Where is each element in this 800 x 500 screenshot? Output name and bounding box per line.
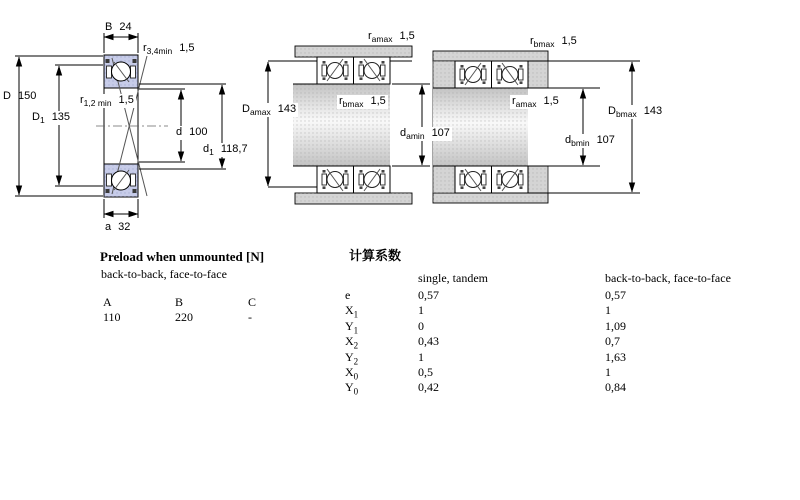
preload-value-B: 220 [175,310,193,324]
dim-label-d-amin: $d_{amin}$ 107 [400,127,450,142]
preload-table-subtitle: back-to-back, face-to-face [101,267,227,281]
dim-label-d1: $d_1$ 118,7 [203,143,248,158]
factor-single-value: 0,57 [418,288,439,302]
factor-btb-value: 1,63 [605,349,626,364]
dim-label-r-amax-right: $r_{amax}$ 1,5 [512,95,559,110]
dim-label-r34: $r_{3,4min}$ 1,5 [143,42,195,57]
preload-value-C: - [248,310,252,324]
dim-label-D1: $D_1$ 135 [32,111,71,126]
preload-table-header-row [103,295,328,310]
factors-table-rows [345,288,765,396]
factor-btb-value: 1 [605,364,611,379]
factor-row-label: $X_1$ [345,303,359,320]
preload-table-title: Preload when unmounted [N] [100,249,265,264]
dim-label-B: B 24 [105,21,132,33]
dim-label-D-amax: $D_{amax}$ 143 [242,103,297,118]
preload-col-B: B [175,295,184,309]
factor-btb-value: 1 [605,303,611,318]
factors-table-title: 计算系数 [349,248,402,263]
dim-label-d: d 100 [176,126,208,138]
preload-col-C: C [248,295,257,309]
factor-btb-value: 0,84 [605,380,626,395]
factor-row-label: $Y_0$ [345,380,359,397]
preload-table-value-row [103,310,328,325]
preload-col-A: A [103,295,112,309]
factor-row-label: $X_2$ [345,334,359,351]
factor-btb-value: 0,7 [605,334,620,349]
factor-btb-value: 1,09 [605,318,626,333]
factor-single-value: 0,5 [418,364,433,379]
factor-single-value: 0,42 [418,380,439,395]
factor-row-label: $X_0$ [345,364,359,382]
factors-col2-header: back-to-back, face-to-face [605,271,731,285]
drawing-mounted-pair-b [433,51,640,203]
factor-single-value: 0,43 [418,334,439,349]
factor-row-label: e [345,288,351,302]
factor-single-value: 0 [418,318,424,333]
dim-label-D-bmax: $D_{bmax}$ 143 [608,105,663,120]
dim-label-D: D 150 [3,90,37,102]
factors-col1-header: single, tandem [418,271,488,285]
dim-label-d-bmin: $d_{bmin}$ 107 [565,134,615,149]
dim-label-r12: $r_{1,2 min}$ 1,5 [80,94,134,109]
factor-single-value: 1 [418,303,424,318]
dim-label-a: a 32 [105,221,131,233]
factor-row-label: $Y_1$ [345,318,359,336]
drawing-mounted-pair-a [268,46,430,204]
factor-row-label: $Y_2$ [345,349,359,366]
factor-single-value: 1 [418,349,424,364]
dim-label-r-amax: $r_{amax}$ 1,5 [368,30,415,45]
dim-label-r-bmax-right: $r_{bmax}$ 1,5 [530,35,577,50]
preload-value-A: 110 [103,310,121,324]
factor-btb-value: 0,57 [605,288,626,302]
dim-label-r-bmax: $r_{bmax}$ 1,5 [339,95,386,110]
